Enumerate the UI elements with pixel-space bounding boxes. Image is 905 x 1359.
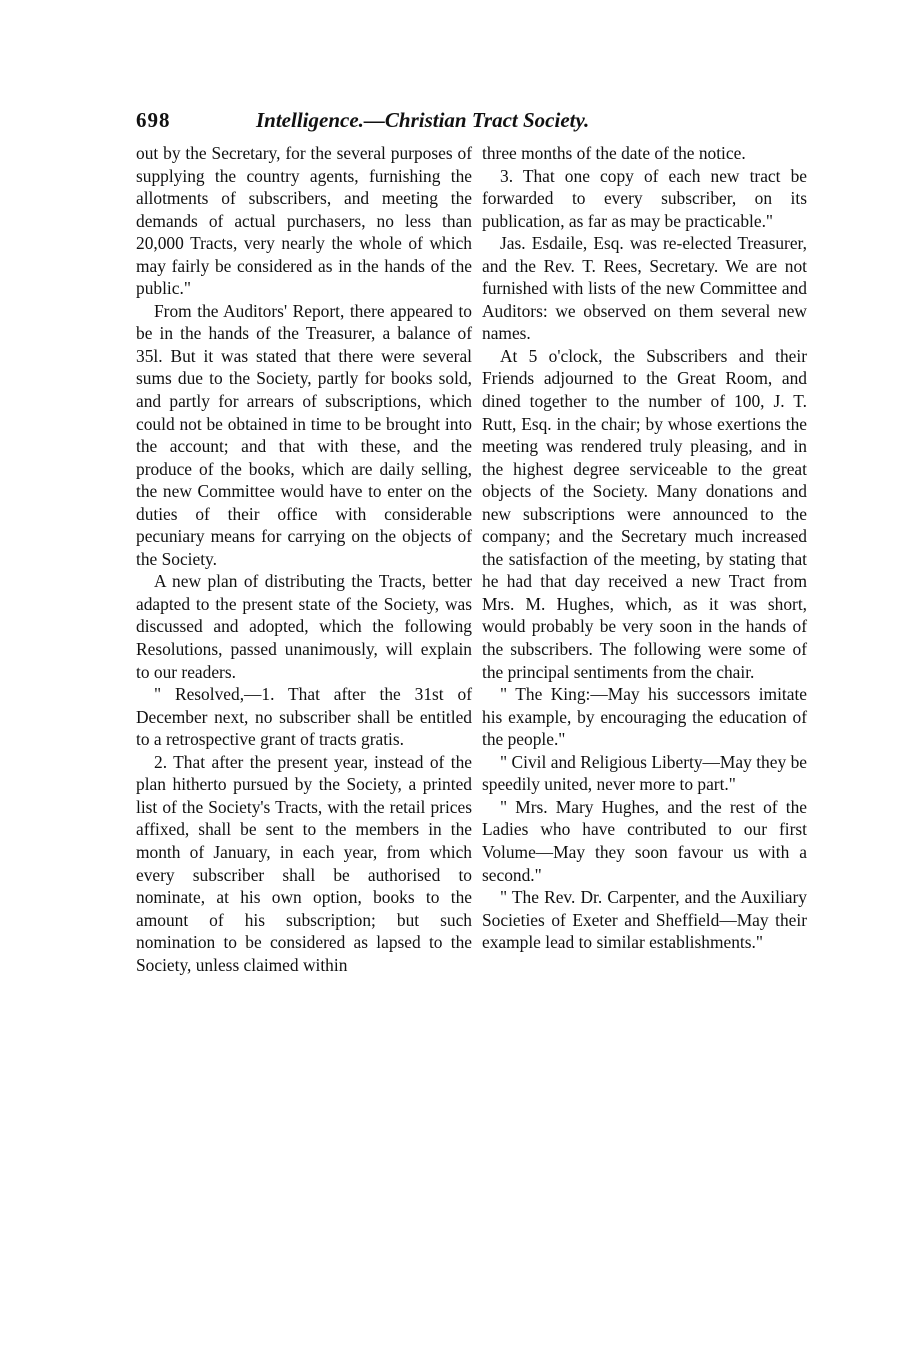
paragraph: 2. That after the present year, instead of the plan hitherto pursued by the Society, a printed list of the Society's Tracts, with the retail prices affixed, shall be sent to the members in the month of January, in each year, from which every subscriber shall be authorised to nominate, at his own option, books to the amount of his subscription; but such nomination to be considered as lapsed to the Society, unless claimed within	[136, 751, 472, 975]
running-title: Intelligence.—Christian Tract Society.	[256, 108, 590, 132]
paragraph: 3. That one copy of each new tract be forwarded to every subscriber, on its publication, as far as may be practicable."	[482, 165, 807, 231]
right-column	[482, 142, 807, 954]
paragraph: A new plan of distributing the Tracts, better adapted to the present state of the Society, was discussed and adopted, which the following Resolutions, passed unanimously, will explain to our readers.	[136, 571, 472, 682]
paragraph: At 5 o'clock, the Subscribers and their Friends adjourned to the Great Room, and dined together to the number of 100, J. T. Rutt, Esq. in the chair; by whose exertions the meeting was rendered truly pleasing, and in the highest degree serviceable to the great objects of the Society. Many donations and new subscriptions were announced to the company; and the Secretary much increased the satisfaction of the meeting, by stating that he had that day received a new Tract from Mrs. M. Hughes, which, as it was short, would probably be very soon in the hands of the subscribers. The following were some of the principal sentiments from the chair.	[482, 345, 807, 682]
left-column	[136, 142, 472, 976]
paragraph: From the Auditors' Report, there appeared to be in the hands of the Treasurer, a balance of 35l. But it was stated that there were several sums due to the Society, partly for books sold, and partly for arrears of subscriptions, which could not be obtained in time to be brought into the account; and that with these, and the produce of the books, which are daily selling, the new Committee would have to enter on the duties of their office with considerable pecuniary means for carrying on the objects of the Society.	[136, 300, 472, 569]
paragraph: " Mrs. Mary Hughes, and the rest of the Ladies who have contributed to our first Volume—May they soon favour us with a second."	[482, 796, 807, 885]
paragraph: Jas. Esdaile, Esq. was re-elected Treasurer, and the Rev. T. Rees, Secretary. We are not furnished with lists of the new Committee and Auditors: we observed on them several new names.	[482, 233, 807, 344]
paragraph: out by the Secretary, for the several purposes of supplying the country agents, furnishing the allotments of subscribers, and meeting the demands of actual purchasers, no less than 20,000 Tracts, very nearly the whole of which may fairly be considered as in the hands of the public."	[136, 143, 472, 299]
page-number: 698	[136, 108, 171, 132]
page-header	[136, 108, 816, 138]
paragraph: " Resolved,—1. That after the 31st of December next, no subscriber shall be entitled to a retrospective grant of tracts gratis.	[136, 684, 472, 750]
paragraph: " The King:—May his successors imitate his example, by encouraging the education of the people."	[482, 684, 807, 750]
paragraph: " Civil and Religious Liberty—May they be speedily united, never more to part."	[482, 751, 807, 795]
paragraph: three months of the date of the notice.	[482, 143, 746, 163]
paragraph: " The Rev. Dr. Carpenter, and the Auxiliary Societies of Exeter and Sheffield—May their example lead to similar establishments."	[482, 887, 807, 953]
